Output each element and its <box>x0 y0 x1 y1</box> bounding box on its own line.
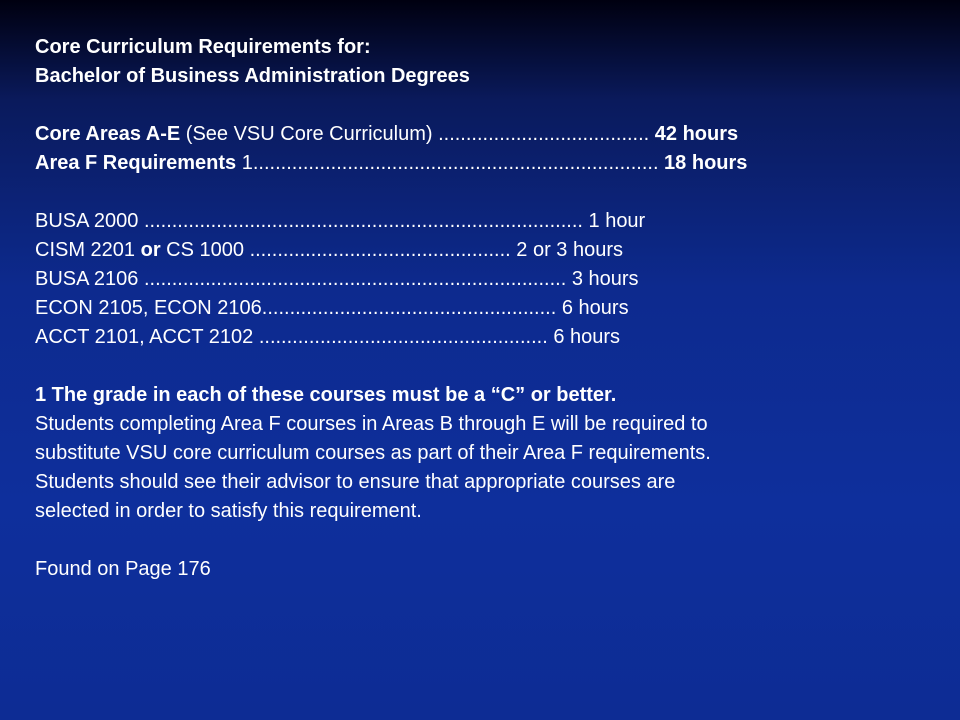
course-row-busa-2000 <box>35 207 935 236</box>
explanation-line-3: Students should see their advisor to ensure that appropriate courses are <box>35 471 676 493</box>
course-leader-dots: ............................................................................... <box>143 210 583 232</box>
course-hours: 2 or 3 hours <box>510 239 624 261</box>
core-areas-hours: 42 hours <box>649 123 739 145</box>
course-hours: 1 hour <box>582 210 646 232</box>
course-leader-dots: .................................................... <box>258 326 548 348</box>
core-areas-note: (See VSU Core Curriculum) <box>180 123 439 145</box>
course-name-primary: CISM 2201 <box>35 239 141 261</box>
spacer <box>35 178 935 207</box>
course-name: BUSA 2000 <box>35 210 144 232</box>
area-f-hours: 18 hours <box>658 152 748 174</box>
area-f-leader-dots: ......................................................................... <box>252 152 659 174</box>
area-f-label: Area F Requirements <box>35 152 237 174</box>
course-hours: 3 hours <box>566 268 639 290</box>
slide-title-line-1: Core Curriculum Requirements for: <box>35 36 371 58</box>
course-leader-dots: ............................................................................ <box>143 268 567 290</box>
course-name: ACCT 2101, ACCT 2102 <box>35 326 259 348</box>
core-areas-label: Core Areas A-E <box>35 123 181 145</box>
explanation-line-1: Students completing Area F courses in Areas B through E will be required to <box>35 413 708 435</box>
footnote: 1 The grade in each of these courses must be a “C” or better. <box>35 384 617 406</box>
core-areas-leader-dots: ...................................... <box>438 123 650 145</box>
spacer <box>35 352 935 381</box>
course-name-alternate: CS 1000 <box>160 239 250 261</box>
spacer <box>35 526 935 555</box>
slide-title-line-2: Bachelor of Business Administration Degrees <box>35 65 470 87</box>
area-f-footnote-ref: 1 <box>236 152 253 174</box>
course-name: ECON 2105, ECON 2106 <box>35 297 262 319</box>
course-row-busa-2106 <box>35 265 935 294</box>
explanation-line-2: substitute VSU core curriculum courses as part of their Area F requirements. <box>35 442 711 464</box>
area-f-row <box>35 149 935 178</box>
course-leader-dots: ..................................................... <box>261 297 557 319</box>
slide-content <box>35 33 935 584</box>
course-hours: 6 hours <box>556 297 629 319</box>
source-reference: Found on Page 176 <box>35 558 211 580</box>
course-row-acct <box>35 323 935 352</box>
course-leader-dots: ............................................... <box>249 239 511 261</box>
course-or-connector: or <box>140 239 161 261</box>
explanation-line-4: selected in order to satisfy this requirement. <box>35 500 422 522</box>
course-row-econ <box>35 294 935 323</box>
course-row-cism-2201 <box>35 236 935 265</box>
course-hours: 6 hours <box>547 326 621 348</box>
course-name: BUSA 2106 <box>35 268 144 290</box>
spacer <box>35 91 935 120</box>
core-areas-row <box>35 120 935 149</box>
